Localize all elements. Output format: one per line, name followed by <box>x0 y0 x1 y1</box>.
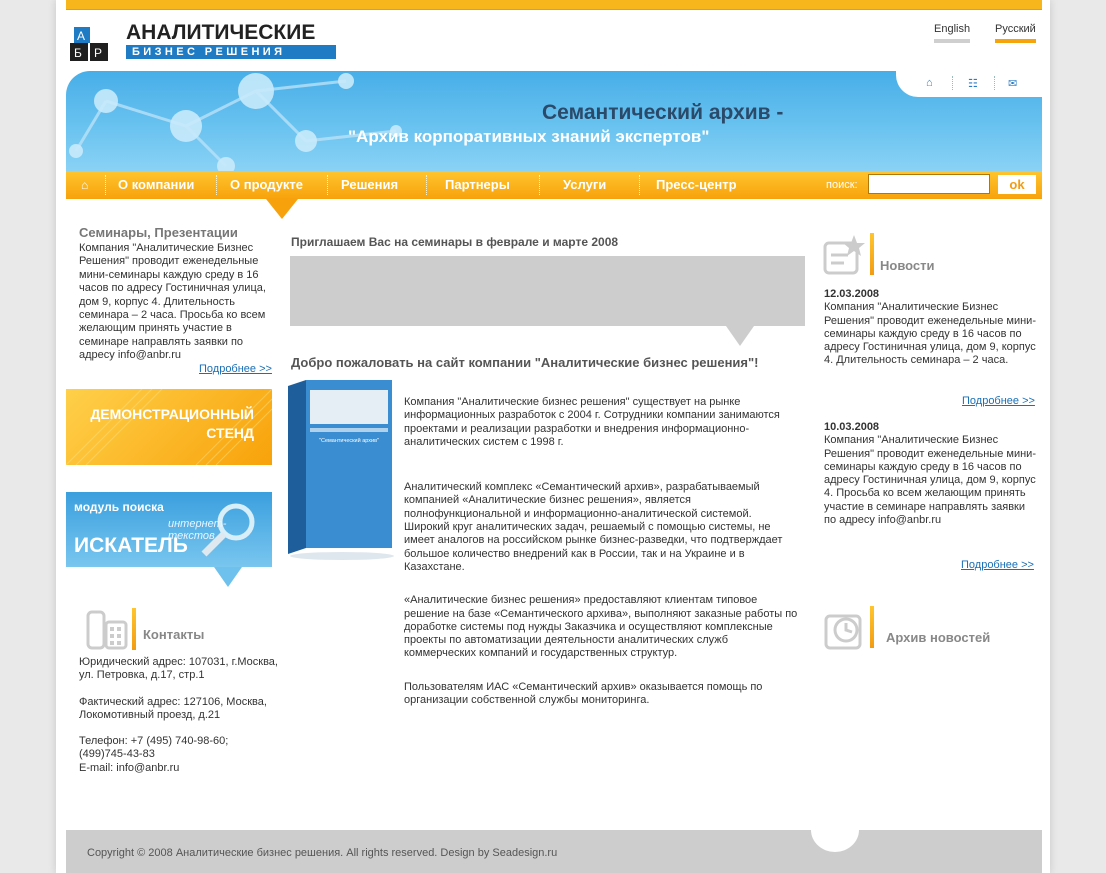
phone-icon <box>86 608 130 652</box>
about-text <box>404 396 799 727</box>
footer-notch <box>811 830 859 852</box>
home-icon[interactable]: ⌂ <box>926 77 933 89</box>
iskatel-line3: ИСКАТЕЛЬ <box>74 534 188 557</box>
logo-letter-a: А <box>77 29 86 43</box>
contacts-block <box>79 656 284 775</box>
demo-stand-line2: СТЕНД <box>206 425 254 441</box>
logo-letter-r: Р <box>94 46 103 60</box>
nav-item-about-company[interactable]: О компании <box>118 177 195 192</box>
nav-pointer <box>266 199 298 219</box>
seminars-more-link[interactable]: Подробнее >> <box>199 363 272 375</box>
invitation-pointer <box>726 326 754 346</box>
logo-title: АНАЛИТИЧЕСКИЕ <box>126 21 316 44</box>
about-paragraph: Компания "Аналитические бизнес решения" существует на рынке информационных разработок с 2004 г. Сотрудники компании занимаются проектами и реализации разработки и внедрения информационно-аналитических систем с 1998 г. <box>404 396 780 448</box>
iskatel-search-banner[interactable] <box>66 492 272 567</box>
welcome-heading: Добро пожаловать на сайт компании "Аналитические бизнес решения"! <box>291 355 759 370</box>
contact-line: Локомотивный проезд, д.21 <box>79 708 221 721</box>
product-box-label: "Семантический архив" <box>319 438 379 444</box>
archive-clock-icon <box>824 610 866 652</box>
contact-line: Телефон: +7 (495) 740-98-60; <box>79 735 229 748</box>
utility-icon-bar <box>896 71 1042 97</box>
footer-copyright: Copyright © 2008 Аналитические бизнес решения. All rights reserved. Design by Seadesign.ru <box>87 847 558 859</box>
nav-item-partners[interactable]: Партнеры <box>445 177 510 192</box>
language-russian[interactable]: Русский <box>995 23 1036 43</box>
top-stripe <box>66 0 1042 10</box>
news-item <box>824 288 1038 368</box>
iskatel-pointer <box>214 567 242 587</box>
nav-item-about-product[interactable]: О продукте <box>230 177 304 192</box>
logo-letter-b: Б <box>74 46 82 60</box>
contact-line <box>79 722 284 735</box>
about-paragraph: Пользователям ИАС «Семантический архив» оказывается помощь по организации собственной службы мониторинга. <box>404 680 763 707</box>
about-paragraph: «Аналитические бизнес решения» предоставляют клиентам типовое решение на базе «Семантического архива», выполняют заказные работы по доработке системы под нужды Заказчика и осуществляют комплексные проекты по автоматизации деятельности аналитических служб коммерческих компаний и государственных структур. <box>404 594 798 660</box>
news-text: Компания "Аналитические Бизнес Решения" проводит еженедельные мини-семинары каждую среду в 16 часов по адресу Гостиничная улица, дом 9, корпус 4. Длительность семинара – 2 часа. <box>824 301 1036 367</box>
nav-item-solutions[interactable]: Решения <box>341 177 399 192</box>
search-button[interactable]: ok <box>998 175 1036 194</box>
invitation-banner-placeholder <box>290 256 805 326</box>
banner <box>66 71 1042 171</box>
seminars-title: Семинары, Презентации <box>79 225 238 240</box>
contact-line: ул. Петровка, д.17, стр.1 <box>79 669 205 682</box>
logo-cubes-icon <box>70 25 110 63</box>
sitemap-icon[interactable]: ☷ <box>968 78 978 90</box>
nav-item-press-center[interactable]: Пресс-центр <box>656 177 737 192</box>
news-star-icon <box>822 233 866 277</box>
product-box-image <box>286 380 398 560</box>
news-more-link[interactable]: Подробнее >> <box>962 395 1035 407</box>
footer <box>66 830 1042 873</box>
news-archive-link[interactable]: Архив новостей <box>886 630 991 645</box>
archive-accent-bar <box>870 606 874 648</box>
nav-item-services[interactable]: Услуги <box>563 177 607 192</box>
nav-home-icon[interactable]: ⌂ <box>81 178 89 192</box>
iskatel-line1: модуль поиска <box>74 500 164 514</box>
news-date: 10.03.2008 <box>824 421 880 433</box>
mail-icon[interactable]: ✉ <box>1008 78 1018 90</box>
demo-stand-text <box>90 405 254 443</box>
news-accent-bar <box>870 233 874 275</box>
demo-stand-banner[interactable] <box>66 389 272 465</box>
news-title: Новости <box>880 258 935 273</box>
search-label: поиск: <box>826 179 858 191</box>
logo[interactable] <box>70 20 340 64</box>
contacts-accent-bar <box>132 608 136 650</box>
seminars-text: Компания "Аналитические Бизнес Решения" проводит еженедельные мини-семинары каждую среду в 16 часов по адресу Гостиничная улица, дом 9, корпус 4. Длительность семинара – 2 часа. Просьба ко всем желающим принять участие в семинаре направлять заявки по адресу info@anbr.ru <box>79 242 266 362</box>
news-item <box>824 421 1038 527</box>
invitation-heading: Приглашаем Вас на семинары в феврале и марте 2008 <box>291 235 619 249</box>
main-navigation <box>66 171 1042 199</box>
banner-title: Семантический архив - <box>542 101 784 124</box>
contact-line: Фактический адрес: 127106, Москва, <box>79 695 267 708</box>
contact-line: (499)745-43-83 <box>79 748 155 761</box>
news-more-link[interactable]: Подробнее >> <box>961 559 1034 571</box>
page <box>56 0 1050 873</box>
about-paragraph: Аналитический комплекс «Семантический архив», разрабатываемый компанией «Аналитические бизнес решения», является полнофункциональной и информационно-аналитической системой. Широкий круг аналитических задач, решаемый с помощью системы, не имеет аналогов на российском рынке бизнес-разведки, что подтверждает большое количество внедрений как в России, так и на Украине и в Казахстане. <box>404 481 783 573</box>
molecule-network-graphic <box>66 71 486 171</box>
search-input[interactable] <box>868 174 990 194</box>
iskatel-line2: интернет-текстов <box>168 518 227 542</box>
contact-line: Юридический адрес: 107031, г.Москва, <box>79 656 278 668</box>
news-date: 12.03.2008 <box>824 288 880 300</box>
contact-email: E-mail: info@anbr.ru <box>79 761 180 774</box>
contacts-title: Контакты <box>143 627 205 642</box>
language-english[interactable]: English <box>934 23 970 43</box>
contact-line <box>79 683 284 696</box>
demo-stand-line1: ДЕМОНСТРАЦИОННЫЙ <box>90 406 254 422</box>
news-text: Компания "Аналитические Бизнес Решения" проводит еженедельные мини-семинары каждую среду в 16 часов по адресу Гостиничная улица, дом 9, корпус 4. Просьба ко всем желающим принять участие в семинаре направлять заявки по адресу info@anbr.ru <box>824 434 1036 527</box>
logo-subtitle: БИЗНЕС РЕШЕНИЯ <box>126 45 336 59</box>
banner-subtitle: "Архив корпоративных знаний экспертов" <box>348 127 710 146</box>
